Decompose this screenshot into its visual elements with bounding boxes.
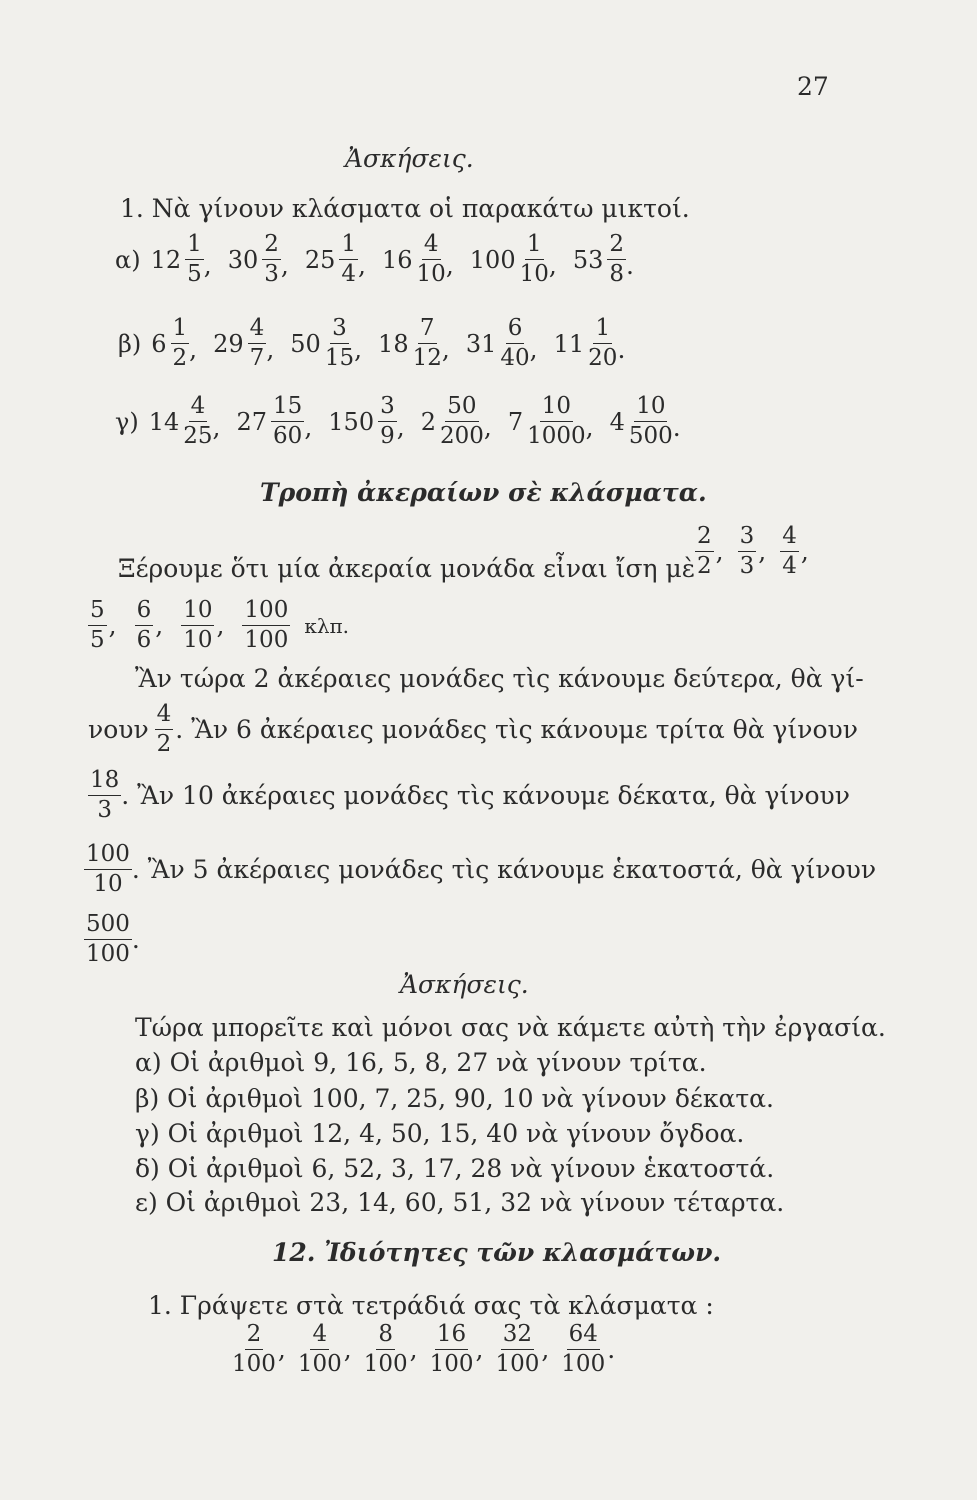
separator: . — [672, 412, 681, 442]
fraction-denominator: 100 — [429, 1351, 474, 1378]
paragraph-2 — [88, 768, 850, 824]
fraction-numerator: 2 — [695, 524, 714, 552]
fraction — [183, 394, 212, 450]
fraction-denominator: 5 — [187, 261, 202, 288]
mixed-row-c — [115, 394, 681, 450]
mixed-number — [466, 316, 530, 372]
page-number: 27 — [797, 72, 829, 101]
fraction-numerator: 3 — [378, 394, 397, 422]
fraction-numerator: 10 — [181, 598, 214, 626]
mixed-number — [378, 316, 442, 372]
separator: , — [445, 250, 454, 280]
fraction-denominator: 10 — [183, 627, 213, 654]
fraction — [527, 394, 586, 450]
fraction-numerator: 100 — [242, 598, 290, 626]
mixed-number — [228, 232, 281, 288]
fractions-list — [232, 1322, 627, 1378]
fraction-numerator: 4 — [780, 524, 799, 552]
fraction-numerator: 3 — [330, 316, 349, 344]
whole-part: 25 — [304, 245, 336, 274]
fraction — [248, 316, 267, 372]
separator: , — [277, 1335, 286, 1365]
fraction-numerator: 1 — [525, 232, 544, 260]
mixed-row — [118, 316, 625, 372]
exercises-heading-1: Ἀσκήσεις. — [345, 144, 474, 173]
fraction-numerator: 4 — [189, 394, 208, 422]
mixed-row-b — [118, 316, 625, 372]
exercise-2-line-5: ε) Οἱ ἀριθμοὶ 23, 14, 60, 51, 32 νὰ γίνουν τέταρτα. — [135, 1188, 785, 1217]
exercise-2-line-0: Τώρα μπορεῖτε καὶ μόνοι σας νὰ κάμετε αὐτὴ τὴν ἐργασία. — [135, 1013, 886, 1042]
fraction — [520, 232, 549, 288]
fraction-numerator: 4 — [310, 1322, 329, 1350]
fraction — [378, 394, 397, 450]
whole-part: 100 — [469, 245, 516, 274]
fraction — [417, 232, 446, 288]
fraction-denominator: 100 — [86, 941, 130, 968]
separator: , — [354, 334, 363, 364]
separator: , — [475, 1335, 484, 1365]
fraction-4-over-2 — [155, 702, 174, 758]
fraction-denominator: 3 — [264, 261, 279, 288]
fraction-numerator: 1 — [171, 316, 190, 344]
whole-part: 150 — [328, 407, 375, 436]
fraction-denominator: 10 — [93, 871, 123, 898]
unit-fractions-top — [695, 524, 823, 580]
whole-part: 11 — [553, 329, 585, 358]
fraction — [588, 316, 617, 372]
fraction-denominator: 100 — [244, 627, 289, 654]
fraction-500-over-100 — [84, 912, 132, 968]
fraction-18-over-3 — [88, 768, 121, 824]
fraction-denominator: 2 — [697, 553, 712, 580]
fraction-denominator: 100 — [363, 1351, 408, 1378]
fraction-numerator: 1 — [593, 316, 612, 344]
fraction-denominator: 3 — [97, 797, 112, 824]
fraction-denominator: 2 — [156, 731, 172, 758]
fraction — [88, 598, 107, 654]
paragraph-1-line-2-text: . Ἂν 6 ἀκέραιες μονάδες τὶς κάνουμε τρίτα θὰ γίνουν — [175, 715, 858, 745]
fraction-numerator: 7 — [418, 316, 437, 344]
mixed-number — [573, 232, 626, 288]
separator: , — [212, 412, 221, 442]
separator: , — [585, 412, 594, 442]
mixed-number — [610, 394, 673, 450]
fraction-denominator: 100 — [297, 1351, 342, 1378]
fraction — [271, 394, 304, 450]
fraction-numerator: 4 — [248, 316, 267, 344]
fraction-denominator: 40 — [500, 345, 530, 372]
fraction — [242, 598, 290, 654]
fraction-denominator: 5 — [90, 627, 105, 654]
paragraph-1-line-2 — [88, 702, 858, 758]
row-label: β) — [118, 329, 142, 358]
fraction — [339, 232, 358, 288]
fraction-numerator: 64 — [567, 1322, 600, 1350]
mixed-number — [149, 394, 213, 450]
fraction-denominator: 3 — [739, 553, 755, 580]
fraction — [500, 316, 529, 372]
fraction — [135, 598, 154, 654]
exercises-heading-2: Ἀσκήσεις. — [400, 970, 529, 999]
fraction-numerator: 2 — [245, 1322, 264, 1350]
fraction — [738, 524, 757, 580]
row-label: α) — [115, 245, 141, 274]
fraction-denominator: 7 — [249, 345, 265, 372]
unit-fractions-bottom-row — [88, 598, 349, 654]
separator: , — [343, 1335, 352, 1365]
fraction-numerator: 6 — [135, 598, 154, 626]
whole-part: 53 — [572, 245, 604, 274]
fraction-denominator: 4 — [341, 261, 357, 288]
exercise-1-instruction: 1. Νὰ γίνουν κλάσματα οἱ παρακάτω μικτοί. — [120, 194, 690, 223]
fraction — [181, 598, 214, 654]
whole-part: 29 — [213, 329, 244, 358]
separator: , — [203, 250, 212, 280]
fractions-list-row — [232, 1322, 627, 1378]
paragraph-4 — [84, 912, 140, 968]
fraction-denominator: 9 — [380, 423, 395, 450]
exercise-2-line-3: γ) Οἱ ἀριθμοὶ 12, 4, 50, 15, 40 νὰ γίνουν ὄγδοα. — [135, 1119, 745, 1148]
row-label: γ) — [115, 407, 139, 436]
fraction — [262, 232, 281, 288]
fraction-denominator: 100 — [495, 1351, 540, 1378]
whole-part: 14 — [148, 407, 180, 436]
separator: , — [108, 611, 117, 641]
separator: , — [541, 1335, 550, 1365]
exercise-2-line-1: α) Οἱ ἀριθμοὶ 9, 16, 5, 8, 27 νὰ γίνουν τρίτα. — [135, 1048, 707, 1077]
whole-part: 18 — [378, 329, 409, 358]
separator: , — [409, 1335, 418, 1365]
paragraph-1-line-2-prefix: νουν — [88, 715, 149, 745]
fraction-denominator: 10 — [416, 261, 446, 288]
whole-part: 16 — [382, 245, 413, 274]
paragraph-3-text: . Ἂν 5 ἀκέραιες μονάδες τὶς κάνουμε ἑκατοστά, θὰ γίνουν — [131, 855, 877, 885]
separator: , — [800, 537, 809, 567]
mixed-number — [290, 316, 354, 372]
fraction-denominator: 8 — [609, 261, 625, 288]
fraction-denominator: 200 — [439, 423, 484, 450]
fraction-denominator: 4 — [782, 553, 797, 580]
whole-part: 27 — [236, 407, 268, 436]
fraction-numerator: 500 — [84, 912, 132, 940]
fraction-numerator: 10 — [540, 394, 573, 422]
fraction — [364, 1322, 408, 1378]
fraction-numerator: 5 — [88, 598, 107, 626]
paragraph-4-period: . — [131, 925, 140, 955]
fraction — [695, 524, 714, 580]
mixed-number — [508, 394, 586, 450]
fraction — [495, 1322, 539, 1378]
fraction-numerator: 100 — [84, 842, 132, 870]
separator: . — [626, 250, 634, 280]
fraction-numerator: 32 — [501, 1322, 534, 1350]
separator: , — [548, 250, 557, 280]
fraction-numerator: 1 — [185, 232, 204, 260]
whole-part: 31 — [465, 329, 497, 358]
fraction — [185, 232, 204, 288]
mixed-number — [213, 316, 266, 372]
fraction-numerator: 50 — [445, 394, 478, 422]
unit-fractions-bottom — [88, 598, 349, 654]
separator: , — [483, 412, 492, 442]
fraction-denominator: 12 — [412, 345, 442, 372]
fraction-denominator: 1000 — [527, 423, 586, 450]
fraction-numerator: 15 — [271, 394, 304, 422]
mixed-number — [554, 316, 618, 372]
section-intro: Ξέρουμε ὅτι μία ἀκεραία μονάδα εἶναι ἴση μὲ — [118, 554, 696, 583]
separator: , — [216, 611, 225, 641]
fraction — [430, 1322, 474, 1378]
fraction-denominator: 100 — [561, 1351, 606, 1378]
mixed-number — [305, 232, 358, 288]
whole-part: 2 — [420, 407, 436, 436]
mixed-row — [115, 232, 634, 288]
fraction-denominator: 6 — [136, 627, 152, 654]
fraction-numerator: 4 — [155, 702, 174, 730]
separator: . — [607, 1335, 616, 1365]
fraction — [232, 1322, 276, 1378]
fraction-denominator: 15 — [324, 345, 355, 372]
fraction-numerator: 3 — [738, 524, 757, 552]
separator: , — [529, 334, 538, 364]
paragraph-3 — [84, 842, 876, 898]
fraction-denominator: 25 — [183, 423, 213, 450]
fraction — [780, 524, 799, 580]
exercise-2-line-4: δ) Οἱ ἀριθμοὶ 6, 52, 3, 17, 28 νὰ γίνουν ἑκατοστά. — [135, 1154, 775, 1183]
fraction-numerator: 2 — [607, 232, 626, 260]
mixed-number — [151, 316, 189, 372]
fraction-denominator: 2 — [172, 345, 188, 372]
whole-part: 30 — [227, 245, 259, 274]
mixed-number — [470, 232, 549, 288]
fraction — [561, 1322, 605, 1378]
fraction — [325, 316, 354, 372]
whole-part: 12 — [150, 245, 182, 274]
paragraph-2-text: . Ἂν 10 ἀκέραιες μονάδες τὶς κάνουμε δέκατα, θὰ γίνουν — [121, 781, 850, 811]
mixed-number — [328, 394, 396, 450]
whole-part: 4 — [609, 407, 625, 436]
separator: , — [304, 412, 313, 442]
fraction-numerator: 6 — [506, 316, 525, 344]
fraction-denominator: 60 — [273, 423, 303, 450]
exercise-2-line-2: β) Οἱ ἀριθμοὶ 100, 7, 25, 90, 10 νὰ γίνουν δέκατα. — [135, 1084, 774, 1113]
fraction — [298, 1322, 342, 1378]
fraction-numerator: 1 — [339, 232, 358, 260]
separator: . — [617, 334, 626, 364]
fraction — [440, 394, 484, 450]
fraction-numerator: 4 — [422, 232, 441, 260]
mixed-number — [382, 232, 446, 288]
unit-fractions-top-row — [695, 524, 823, 580]
separator: , — [155, 611, 164, 641]
mixed-number — [421, 394, 484, 450]
fraction-numerator: 18 — [88, 768, 121, 796]
paragraph-1-line-1: Ἂν τώρα 2 ἀκέραιες μονάδες τὶς κάνουμε δεύτερα, θὰ γί- — [135, 664, 864, 693]
fraction — [171, 316, 190, 372]
etc-text: κλπ. — [304, 613, 350, 638]
mixed-number — [237, 394, 305, 450]
section-12-title: 12. Ἰδιότητες τῶν κλασμάτων. — [272, 1238, 722, 1267]
whole-part: 6 — [151, 329, 167, 358]
mixed-number — [151, 232, 204, 288]
fraction-numerator: 10 — [634, 394, 667, 422]
whole-part: 50 — [290, 329, 321, 358]
fraction-denominator: 10 — [519, 261, 549, 288]
section-title: Τροπὴ ἀκεραίων σὲ κλάσματα. — [260, 478, 707, 507]
fraction-numerator: 2 — [262, 232, 281, 260]
separator: , — [715, 537, 724, 567]
fraction — [629, 394, 673, 450]
fraction — [607, 232, 626, 288]
fraction-100-over-10 — [84, 842, 132, 898]
separator: , — [189, 334, 198, 364]
fraction-denominator: 500 — [628, 423, 673, 450]
separator: , — [396, 412, 405, 442]
mixed-row-a — [115, 232, 634, 288]
fraction — [413, 316, 442, 372]
separator: , — [280, 250, 289, 280]
fraction-numerator: 8 — [376, 1322, 395, 1350]
section-12-instruction: 1. Γράψετε στὰ τετράδιά σας τὰ κλάσματα : — [148, 1291, 714, 1320]
fraction-denominator: 20 — [588, 345, 618, 372]
fraction-numerator: 16 — [435, 1322, 468, 1350]
whole-part: 7 — [507, 407, 524, 436]
mixed-row — [115, 394, 681, 450]
fraction-denominator: 100 — [232, 1351, 276, 1378]
separator: , — [358, 250, 366, 280]
separator: , — [266, 334, 275, 364]
separator: , — [758, 537, 767, 567]
separator: , — [441, 334, 450, 364]
